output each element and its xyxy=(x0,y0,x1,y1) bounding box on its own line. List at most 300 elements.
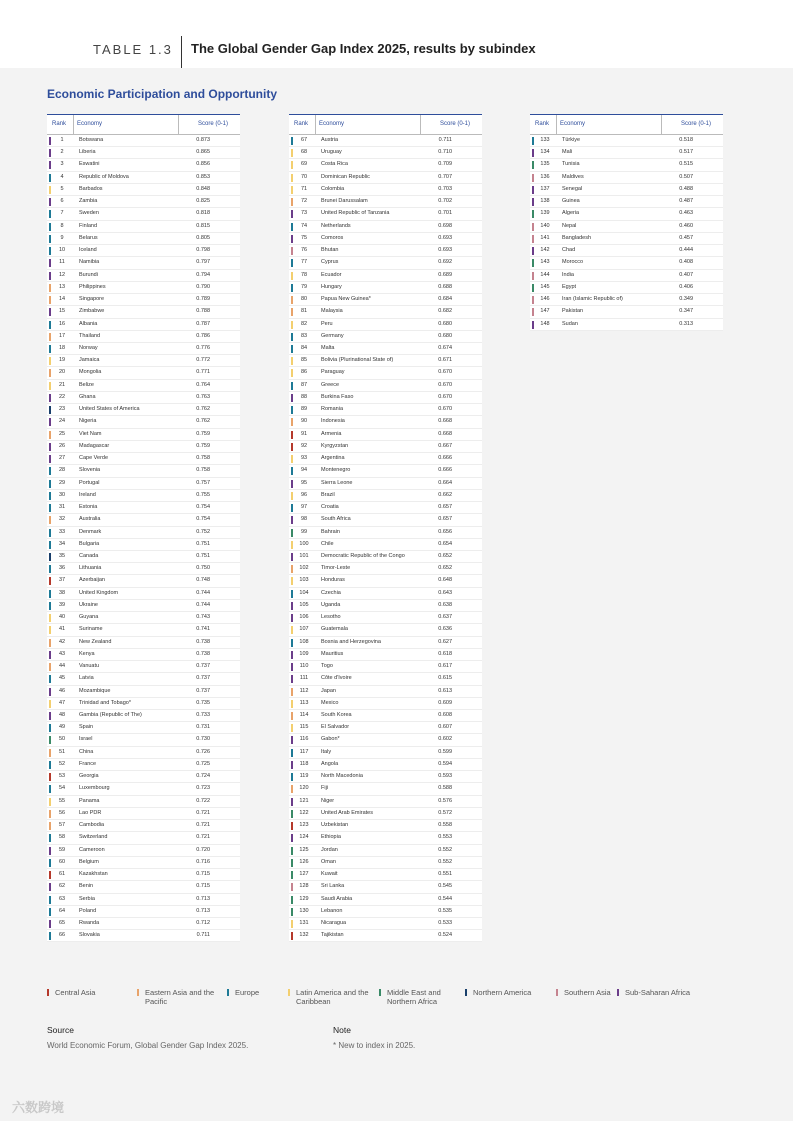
region-marker xyxy=(291,736,293,744)
table-row xyxy=(289,465,482,477)
table-row xyxy=(289,416,482,428)
economy-cell: Australia xyxy=(79,516,101,523)
region-marker xyxy=(291,333,293,341)
table-row xyxy=(47,796,240,808)
header-divider xyxy=(661,115,662,135)
table-row xyxy=(289,845,482,857)
economy-cell: Sri Lanka xyxy=(321,883,345,890)
table-row xyxy=(47,808,240,820)
score-cell: 0.693 xyxy=(438,247,452,254)
region-marker xyxy=(49,235,51,243)
region-marker xyxy=(49,577,51,585)
rank-cell: 17 xyxy=(58,332,66,339)
score-cell: 0.588 xyxy=(438,785,452,792)
rank-cell: 132 xyxy=(299,932,309,939)
rank-cell: 46 xyxy=(58,687,66,694)
rank-cell: 74 xyxy=(300,222,308,229)
score-cell: 0.754 xyxy=(196,504,210,511)
rank-cell: 92 xyxy=(300,442,308,449)
table-row xyxy=(289,808,482,820)
rank-cell: 121 xyxy=(299,797,309,804)
region-marker xyxy=(291,810,293,818)
region-legend xyxy=(47,988,747,1010)
score-cell: 0.680 xyxy=(438,320,452,327)
score-cell: 0.711 xyxy=(196,932,210,939)
legend-label: Northern America xyxy=(473,988,532,997)
table-row xyxy=(289,930,482,942)
region-marker xyxy=(532,235,534,243)
table-row xyxy=(289,147,482,159)
score-cell: 0.457 xyxy=(679,234,693,241)
score-cell: 0.349 xyxy=(679,296,693,303)
table-row xyxy=(47,233,240,245)
region-marker xyxy=(49,736,51,744)
region-marker xyxy=(291,259,293,267)
economy-cell: Papua New Guinea* xyxy=(321,296,371,303)
rank-cell: 112 xyxy=(299,687,309,694)
table-row xyxy=(289,832,482,844)
table-rows xyxy=(47,135,240,942)
table-row xyxy=(289,221,482,233)
note-heading: Note xyxy=(333,1025,351,1035)
table-row xyxy=(530,184,723,196)
score-cell: 0.652 xyxy=(438,565,452,572)
table-row xyxy=(47,918,240,930)
rank-cell: 65 xyxy=(58,920,66,926)
table-row xyxy=(47,380,240,392)
table-row xyxy=(47,612,240,624)
score-cell: 0.572 xyxy=(438,809,452,816)
table-row xyxy=(530,159,723,171)
economy-cell: Luxembourg xyxy=(79,785,110,792)
economy-cell: Paraguay xyxy=(321,369,345,376)
economy-cell: South Korea xyxy=(321,712,352,719)
rank-cell: 62 xyxy=(58,883,66,890)
table-row xyxy=(47,527,240,539)
region-marker xyxy=(49,504,51,512)
score-cell: 0.487 xyxy=(679,198,693,205)
score-cell: 0.674 xyxy=(438,344,452,351)
table-row xyxy=(289,637,482,649)
region-marker xyxy=(291,492,293,500)
economy-cell: Mongolia xyxy=(79,369,102,376)
economy-cell: Uzbekistan xyxy=(321,822,349,829)
table-row xyxy=(289,796,482,808)
note-text: * New to index in 2025. xyxy=(333,1041,416,1050)
economy-cell: Hungary xyxy=(321,283,342,290)
region-marker xyxy=(291,614,293,622)
table-row xyxy=(289,869,482,881)
legend-label: Latin America and the Caribbean xyxy=(296,988,369,1006)
table-row xyxy=(47,832,240,844)
score-cell: 0.815 xyxy=(196,222,210,229)
rank-cell: 18 xyxy=(58,344,66,351)
rank-cell: 61 xyxy=(58,871,66,878)
rank-cell: 137 xyxy=(540,185,550,192)
header-divider xyxy=(178,115,179,135)
economy-cell: Montenegro xyxy=(321,467,351,474)
economy-cell: Trinidad and Tobago* xyxy=(79,699,131,706)
table-row xyxy=(289,747,482,759)
region-marker xyxy=(291,418,293,426)
economy-cell: Nigeria xyxy=(79,418,97,425)
table-row xyxy=(289,710,482,722)
rank-cell: 103 xyxy=(299,577,309,584)
region-marker xyxy=(291,174,293,182)
region-marker xyxy=(49,272,51,280)
score-cell: 0.776 xyxy=(196,344,210,351)
score-cell: 0.713 xyxy=(196,907,210,914)
region-marker xyxy=(532,308,534,316)
rank-cell: 135 xyxy=(540,161,550,168)
table-row xyxy=(530,282,723,294)
region-marker xyxy=(49,896,51,904)
table-row xyxy=(289,588,482,600)
rank-cell: 148 xyxy=(540,320,550,327)
rank-cell: 67 xyxy=(300,137,308,143)
region-marker xyxy=(291,541,293,549)
table-row xyxy=(47,208,240,220)
rank-cell: 90 xyxy=(300,418,308,425)
rank-cell: 78 xyxy=(300,271,308,278)
score-cell: 0.722 xyxy=(196,797,210,804)
economy-cell: Lebanon xyxy=(321,907,343,914)
table-row xyxy=(47,747,240,759)
economy-cell: Belgium xyxy=(79,858,99,865)
region-marker xyxy=(49,186,51,194)
economy-cell: Azerbaijan xyxy=(79,577,105,584)
score-cell: 0.805 xyxy=(196,234,210,241)
rank-cell: 95 xyxy=(300,479,308,486)
rank-cell: 10 xyxy=(58,247,66,254)
economy-cell: Botswana xyxy=(79,137,104,143)
economy-cell: Dominican Republic xyxy=(321,173,370,180)
table-row xyxy=(289,857,482,869)
rank-cell: 106 xyxy=(299,614,309,621)
rank-cell: 101 xyxy=(299,552,309,559)
region-marker xyxy=(291,504,293,512)
table-row xyxy=(289,673,482,685)
economy-cell: Madagascar xyxy=(79,442,110,449)
rank-cell: 44 xyxy=(58,663,66,670)
score-cell: 0.692 xyxy=(438,259,452,266)
table-row xyxy=(530,233,723,245)
economy-cell: Timor-Leste xyxy=(321,565,351,572)
region-marker xyxy=(291,382,293,390)
region-marker xyxy=(49,284,51,292)
table-row xyxy=(47,600,240,612)
score-cell: 0.535 xyxy=(438,907,452,914)
rank-cell: 134 xyxy=(540,149,550,156)
rank-cell: 48 xyxy=(58,712,66,719)
table-row xyxy=(530,208,723,220)
economy-cell: Sierra Leone xyxy=(321,479,353,486)
rank-cell: 14 xyxy=(58,296,66,303)
table-row xyxy=(47,306,240,318)
economy-cell: Bhutan xyxy=(321,247,339,254)
score-cell: 0.721 xyxy=(196,834,210,841)
economy-cell: Nicaragua xyxy=(321,920,347,926)
score-cell: 0.607 xyxy=(438,724,452,731)
region-marker xyxy=(291,761,293,769)
rank-cell: 64 xyxy=(58,907,66,914)
region-marker xyxy=(291,847,293,855)
rank-cell: 107 xyxy=(299,626,309,633)
economy-cell: Israel xyxy=(79,736,93,743)
rank-cell: 114 xyxy=(299,712,309,719)
region-marker xyxy=(291,565,293,573)
table-row xyxy=(289,514,482,526)
table-row xyxy=(47,551,240,563)
economy-cell: Pakistan xyxy=(562,308,584,315)
legend-swatch xyxy=(465,989,467,996)
region-marker xyxy=(49,724,51,732)
rank-cell: 60 xyxy=(58,858,66,865)
rank-cell: 87 xyxy=(300,381,308,388)
score-cell: 0.657 xyxy=(438,504,452,511)
rank-cell: 42 xyxy=(58,638,66,645)
table-row xyxy=(289,551,482,563)
section-title: Economic Participation and Opportunity xyxy=(47,87,278,101)
score-cell: 0.668 xyxy=(438,418,452,425)
score-cell: 0.668 xyxy=(438,430,452,437)
rank-cell: 116 xyxy=(299,736,309,743)
region-marker xyxy=(49,382,51,390)
rank-cell: 109 xyxy=(299,650,309,657)
economy-cell: Egypt xyxy=(562,283,577,290)
economy-cell: France xyxy=(79,760,97,767)
economy-cell: Finland xyxy=(79,222,98,229)
economy-cell: Malta xyxy=(321,344,335,351)
score-cell: 0.682 xyxy=(438,308,452,315)
rank-cell: 9 xyxy=(60,234,64,241)
score-cell: 0.764 xyxy=(196,381,210,388)
score-cell: 0.788 xyxy=(196,308,210,315)
table-row xyxy=(47,184,240,196)
economy-cell: Mexico xyxy=(321,699,339,706)
table-row xyxy=(47,478,240,490)
table-row xyxy=(47,649,240,661)
region-marker xyxy=(49,149,51,157)
score-cell: 0.750 xyxy=(196,565,210,572)
score-cell: 0.688 xyxy=(438,283,452,290)
economy-cell: United Arab Emirates xyxy=(321,809,373,816)
table-row xyxy=(289,294,482,306)
score-cell: 0.518 xyxy=(679,137,693,143)
score-cell: 0.737 xyxy=(196,675,210,682)
region-marker xyxy=(291,198,293,206)
economy-header: Economy xyxy=(77,121,103,127)
rank-cell: 47 xyxy=(58,699,66,706)
table-row xyxy=(289,918,482,930)
rank-cell: 108 xyxy=(299,638,309,645)
table-row xyxy=(289,734,482,746)
table-row xyxy=(47,355,240,367)
region-marker xyxy=(291,675,293,683)
rank-cell: 41 xyxy=(58,626,66,633)
region-marker xyxy=(291,284,293,292)
region-marker xyxy=(291,137,293,145)
score-cell: 0.759 xyxy=(196,430,210,437)
score-cell: 0.723 xyxy=(196,785,210,792)
legend-swatch xyxy=(227,989,229,996)
score-cell: 0.787 xyxy=(196,320,210,327)
region-marker xyxy=(291,272,293,280)
region-marker xyxy=(291,345,293,353)
economy-cell: Bahrain xyxy=(321,528,340,535)
region-marker xyxy=(291,210,293,218)
rank-cell: 120 xyxy=(299,785,309,792)
region-marker xyxy=(49,626,51,634)
region-marker xyxy=(291,235,293,243)
rank-cell: 43 xyxy=(58,650,66,657)
region-marker xyxy=(291,651,293,659)
economy-cell: Guinea xyxy=(562,198,580,205)
economy-cell: Fiji xyxy=(321,785,329,792)
region-marker xyxy=(291,455,293,463)
economy-cell: Jamaica xyxy=(79,357,100,364)
region-marker xyxy=(291,357,293,365)
score-cell: 0.638 xyxy=(438,601,452,608)
rank-cell: 30 xyxy=(58,491,66,498)
region-marker xyxy=(291,688,293,696)
region-marker xyxy=(49,700,51,708)
rank-cell: 129 xyxy=(299,895,309,902)
table-row xyxy=(47,894,240,906)
economy-cell: United Republic of Tanzania xyxy=(321,210,390,217)
score-cell: 0.725 xyxy=(196,760,210,767)
table-row xyxy=(289,661,482,673)
score-cell: 0.347 xyxy=(679,308,693,315)
rank-cell: 96 xyxy=(300,491,308,498)
economy-cell: Oman xyxy=(321,858,336,865)
score-cell: 0.670 xyxy=(438,381,452,388)
table-row xyxy=(47,196,240,208)
score-cell: 0.615 xyxy=(438,675,452,682)
region-marker xyxy=(49,883,51,891)
table-row xyxy=(289,392,482,404)
region-marker xyxy=(291,773,293,781)
table-row xyxy=(530,319,723,331)
table-row xyxy=(47,343,240,355)
economy-cell: Netherlands xyxy=(321,222,351,229)
table-row xyxy=(289,771,482,783)
table-row xyxy=(530,221,723,233)
economy-cell: Lithuania xyxy=(79,565,102,572)
score-cell: 0.684 xyxy=(438,296,452,303)
score-cell: 0.576 xyxy=(438,797,452,804)
score-cell: 0.721 xyxy=(196,809,210,816)
rank-cell: 3 xyxy=(60,161,64,168)
rank-cell: 11 xyxy=(59,259,65,266)
table-row xyxy=(47,392,240,404)
table-header xyxy=(47,114,240,135)
economy-cell: Belize xyxy=(79,381,94,388)
table-row xyxy=(530,257,723,269)
economy-cell: Chad xyxy=(562,247,576,254)
legend-label: Central Asia xyxy=(55,988,96,997)
table-row xyxy=(289,563,482,575)
economy-cell: Cameroon xyxy=(79,846,105,853)
score-cell: 0.617 xyxy=(438,663,452,670)
region-marker xyxy=(291,394,293,402)
score-cell: 0.709 xyxy=(438,161,452,168)
region-marker xyxy=(532,321,534,329)
rank-cell: 12 xyxy=(58,271,66,278)
economy-cell: Colombia xyxy=(321,185,345,192)
economy-cell: Côte d'Ivoire xyxy=(321,675,352,682)
economy-cell: Guatemala xyxy=(321,626,348,633)
rank-cell: 118 xyxy=(299,760,309,767)
rank-cell: 25 xyxy=(58,430,66,437)
rank-cell: 83 xyxy=(300,332,308,339)
rank-cell: 2 xyxy=(60,149,64,156)
rank-cell: 6 xyxy=(60,198,64,205)
economy-cell: Bangladesh xyxy=(562,234,592,241)
rank-cell: 125 xyxy=(299,846,309,853)
region-marker xyxy=(49,822,51,830)
table-row xyxy=(47,282,240,294)
legend-swatch xyxy=(47,989,49,996)
score-cell: 0.720 xyxy=(196,846,210,853)
region-marker xyxy=(291,467,293,475)
rank-cell: 15 xyxy=(58,308,66,315)
rank-cell: 22 xyxy=(58,393,66,400)
rank-cell: 73 xyxy=(300,210,308,217)
score-cell: 0.798 xyxy=(196,247,210,254)
score-cell: 0.693 xyxy=(438,234,452,241)
region-marker xyxy=(291,590,293,598)
score-cell: 0.488 xyxy=(679,185,693,192)
economy-cell: Türkiye xyxy=(562,137,581,143)
region-marker xyxy=(49,333,51,341)
economy-cell: Malaysia xyxy=(321,308,343,315)
economy-cell: Cambodia xyxy=(79,822,105,829)
rank-cell: 63 xyxy=(58,895,66,902)
rank-cell: 147 xyxy=(540,308,550,315)
economy-cell: Tajikistan xyxy=(321,932,344,939)
score-cell: 0.408 xyxy=(679,259,693,266)
region-marker xyxy=(532,259,534,267)
economy-cell: United States of America xyxy=(79,406,140,413)
score-cell: 0.743 xyxy=(196,614,210,621)
score-cell: 0.715 xyxy=(196,883,210,890)
rank-cell: 71 xyxy=(300,185,308,192)
rank-cell: 80 xyxy=(300,296,308,303)
rank-cell: 75 xyxy=(300,234,308,241)
table-row xyxy=(47,906,240,918)
economy-cell: Bosnia and Herzegovina xyxy=(321,638,381,645)
economy-cell: Jordan xyxy=(321,846,338,853)
region-marker xyxy=(49,174,51,182)
table-row xyxy=(47,881,240,893)
region-marker xyxy=(49,810,51,818)
economy-cell: Portugal xyxy=(79,479,100,486)
score-cell: 0.517 xyxy=(679,149,693,156)
score-cell: 0.313 xyxy=(679,320,693,327)
legend-label: Southern Asia xyxy=(564,988,611,997)
region-marker xyxy=(49,431,51,439)
economy-cell: South Africa xyxy=(321,516,351,523)
table-row xyxy=(289,331,482,343)
score-cell: 0.715 xyxy=(196,871,210,878)
rank-cell: 99 xyxy=(300,528,308,535)
economy-cell: Japan xyxy=(321,687,336,694)
economy-cell: Gabon* xyxy=(321,736,340,743)
table-row xyxy=(47,429,240,441)
region-marker xyxy=(49,247,51,255)
region-marker xyxy=(291,149,293,157)
